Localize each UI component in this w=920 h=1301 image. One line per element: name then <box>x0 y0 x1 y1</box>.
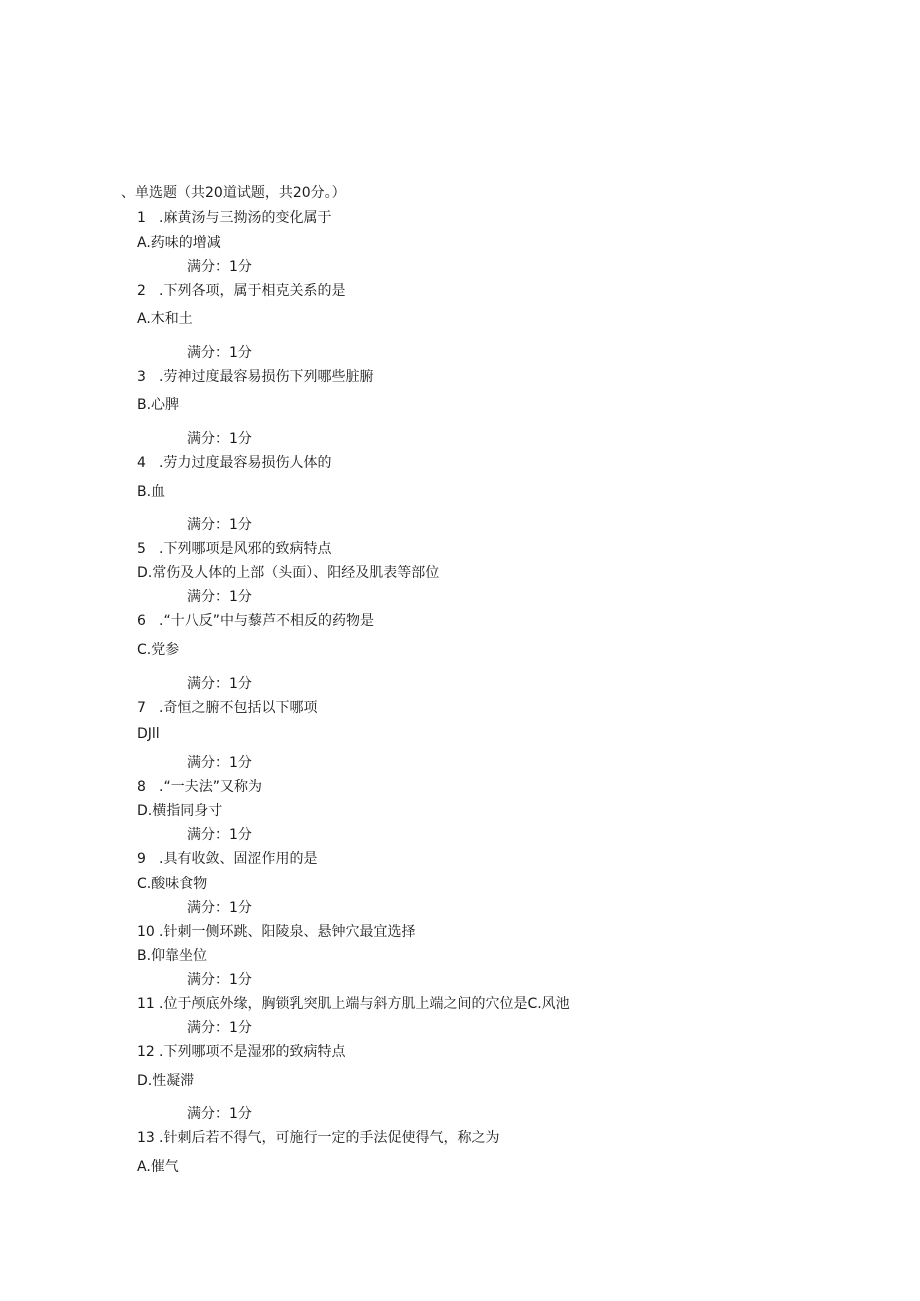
question-number: 10 <box>137 924 155 940</box>
question-4 <box>137 454 331 472</box>
score-3: 满分：1分 <box>187 431 252 447</box>
question-text: .“一夫法”又称为 <box>159 779 262 795</box>
answer-9: C.酸味食物 <box>137 876 208 892</box>
answer-10: B.仰靠坐位 <box>137 948 208 964</box>
question-number: 6 <box>137 613 146 629</box>
question-number: 2 <box>137 283 146 299</box>
answer-8: D.横指同身寸 <box>137 803 223 819</box>
answer-5: D.常伤及人体的上部（头面）、阳经及肌表等部位 <box>137 565 440 581</box>
score-6: 满分：1分 <box>187 676 252 692</box>
question-13 <box>137 1129 499 1147</box>
question-text: .下列哪项是风邪的致病特点 <box>159 541 332 557</box>
section-header: 、单选题（共20道试题，共20分。） <box>121 185 346 201</box>
question-number: 1 <box>137 210 146 226</box>
answer-7: DJll <box>137 726 160 742</box>
answer-2: A.木和土 <box>137 311 193 327</box>
question-5 <box>137 540 331 558</box>
question-9 <box>137 850 317 868</box>
score-9: 满分：1分 <box>187 900 252 916</box>
score-2: 满分：1分 <box>187 345 252 361</box>
question-7 <box>137 699 317 717</box>
question-number: 5 <box>137 541 146 557</box>
question-number: 13 <box>137 1130 155 1146</box>
answer-3: B.心脾 <box>137 397 180 413</box>
question-text: .麻黄汤与三拗汤的变化属于 <box>159 210 332 226</box>
question-number: 4 <box>137 455 146 471</box>
question-text: .具有收敛、固涩作用的是 <box>159 851 318 867</box>
answer-1: A.药味的增减 <box>137 235 221 251</box>
question-number: 7 <box>137 700 146 716</box>
question-text: .针刺后若不得气，可施行一定的手法促使得气，称之为 <box>159 1130 500 1146</box>
score-12: 满分：1分 <box>187 1106 252 1122</box>
question-6 <box>137 612 374 630</box>
score-1: 满分：1分 <box>187 259 252 275</box>
score-8: 满分：1分 <box>187 827 252 843</box>
answer-4: B.血 <box>137 484 166 500</box>
question-text: .劳力过度最容易损伤人体的 <box>159 455 332 471</box>
question-1 <box>137 209 331 227</box>
question-text: .针刺一侧环跳、阳陵泉、悬钟穴最宜选择 <box>159 924 416 940</box>
question-text: .位于颅底外缘，胸锁乳突肌上端与斜方肌上端之间的穴位是C.风池 <box>159 996 570 1012</box>
question-text: .“十八反”中与藜芦不相反的药物是 <box>159 613 374 629</box>
question-text: .下列各项，属于相克关系的是 <box>159 283 346 299</box>
question-number: 8 <box>137 779 146 795</box>
question-text: .下列哪项不是湿邪的致病特点 <box>159 1044 346 1060</box>
question-number: 3 <box>137 369 146 385</box>
question-12 <box>137 1043 345 1061</box>
question-3 <box>137 368 373 386</box>
score-11: 满分：1分 <box>187 1020 252 1036</box>
question-2 <box>137 282 345 300</box>
score-4: 满分：1分 <box>187 517 252 533</box>
question-number: 11 <box>137 996 155 1012</box>
question-11 <box>137 995 570 1013</box>
score-5: 满分：1分 <box>187 589 252 605</box>
score-7: 满分：1分 <box>187 755 252 771</box>
question-number: 9 <box>137 851 146 867</box>
question-8 <box>137 778 262 796</box>
question-10 <box>137 923 415 941</box>
question-number: 12 <box>137 1044 155 1060</box>
answer-6: C.党参 <box>137 642 180 658</box>
answer-13: A.催气 <box>137 1159 179 1175</box>
answer-12: D.性凝滞 <box>137 1073 195 1089</box>
question-text: .劳神过度最容易损伤下列哪些脏腑 <box>159 369 374 385</box>
question-text: .奇恒之腑不包括以下哪项 <box>159 700 318 716</box>
score-10: 满分：1分 <box>187 972 252 988</box>
